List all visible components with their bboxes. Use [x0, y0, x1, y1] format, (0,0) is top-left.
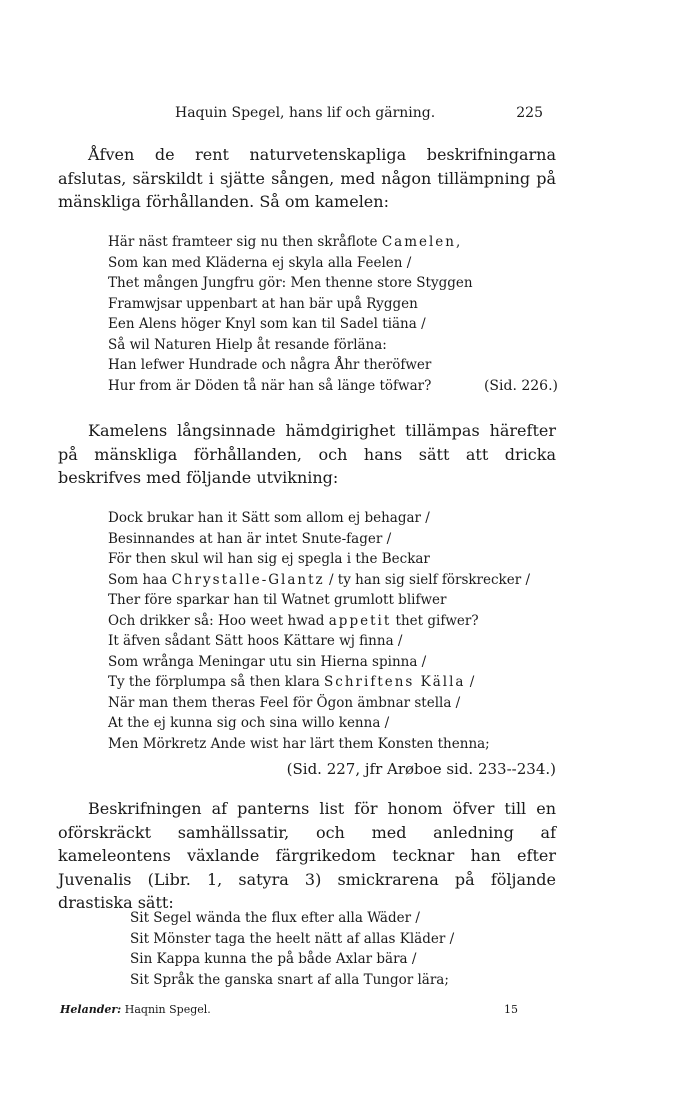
paragraph-1 — [58, 143, 556, 214]
verse-line: Sit Segel wända the flux efter alla Wäder / — [130, 910, 420, 926]
running-title: Haquin Spegel, hans lif och gärning. — [175, 105, 436, 121]
verse-block-1 — [108, 232, 558, 396]
page-footer — [60, 1003, 518, 1016]
verse-line: Här näst framteer sig nu then skråflote Camelen, — [108, 234, 463, 250]
signature-mark: 15 — [504, 1003, 518, 1016]
verse-line: Dock brukar han it Sätt som allom ej behagar / — [108, 510, 430, 526]
emphasis: Schriftens Källa — [324, 674, 466, 690]
verse-line: Som wrånga Meningar utu sin Hierna spinna / — [108, 653, 427, 670]
verse-line: Framwjsar uppenbart at han bär upå Ryggen — [108, 295, 418, 312]
verse-line: Sit Språk the ganska snart af alla Tungor lära; — [130, 971, 449, 988]
paragraph-2 — [58, 419, 556, 490]
verse-block-2 — [108, 508, 558, 754]
paragraph-2-text: Kamelens långsinnade hämdgirighet tillämpas härefter på mänskliga förhållanden, och hans sätt att dricka beskrifves med följande utvikning: — [58, 421, 556, 487]
verse-line: Thet mången Jungfru gör: Men thenne store Styggen — [108, 275, 473, 291]
verse-line: Men Mörkretz Ande wist har lärt them Konsten thenna; — [108, 735, 490, 752]
verse-line: Han lefwer Hundrade och några Åhr theröfwer — [108, 357, 432, 373]
footer-title: Helander: Haqnin Spegel. — [60, 1003, 211, 1016]
paragraph-3-text: Beskrifningen af panterns list för honom öfver till en oförskräckt samhällssatir, och med anledning af kameleontens växlande färgrikedom tecknar han efter Juvenalis (Libr. 1, satyra 3) smickrarena på följande drastiska sätt: — [58, 799, 556, 912]
verse-block-3 — [130, 908, 580, 990]
emphasis: appetit — [328, 612, 392, 629]
paragraph-3 — [58, 797, 556, 915]
running-header — [175, 105, 543, 121]
verse-line: Hur from är Döden tå när han så länge töfwar? (Sid. 226.) — [108, 376, 558, 397]
verse-line: It äfven sådant Sätt hoos Kättare wj finna / — [108, 633, 403, 649]
verse-line: Som kan med Kläderna ej skyla alla Feelen / — [108, 254, 412, 271]
verse-line: Och drikker så: Hoo weet hwad appetit thet gifwer? — [108, 612, 479, 629]
verse-line: Som haa Chrystalle-Glantz / ty han sig sielf förskrecker / — [108, 571, 531, 588]
verse-line: För then skul wil han sig ej spegla i the Beckar — [108, 551, 430, 567]
verse-line: Besinnandes at han är intet Snute-fager / — [108, 530, 392, 547]
verse-line: Ther före sparkar han til Watnet grumlott blifwer — [108, 592, 447, 608]
verse-line: Een Alens höger Knyl som kan til Sadel tiäna / — [108, 316, 426, 332]
emphasis: Camelen, — [381, 234, 463, 250]
verse-line: At the ej kunna sig och sina willo kenna / — [108, 715, 390, 731]
emphasis: Chrystalle-Glantz — [171, 571, 325, 588]
page-number: 225 — [516, 105, 543, 121]
citation: (Sid. 227, jfr Arøboe sid. 233--234.) — [286, 760, 556, 778]
verse-line: När man them theras Feel för Ögon ämbnar stella / — [108, 694, 461, 711]
verse-line: Sit Mönster taga the heelt nätt af allas Kläder / — [130, 930, 455, 947]
verse-line: Så wil Naturen Hielp åt resande förläna: — [108, 336, 387, 353]
verse-line: Ty the förplumpa så then klara Schriftens Källa / — [108, 674, 475, 690]
citation: (Sid. 226.) — [483, 377, 558, 394]
verse-line: Sin Kappa kunna the på både Axlar bära / — [130, 951, 417, 967]
paragraph-1-text: Åfven de rent naturvetenskapliga beskrifningarna afslutas, särskildt i sjätte sången, med någon tillämpning på mänskliga förhållanden. Så om kamelen: — [58, 145, 556, 211]
